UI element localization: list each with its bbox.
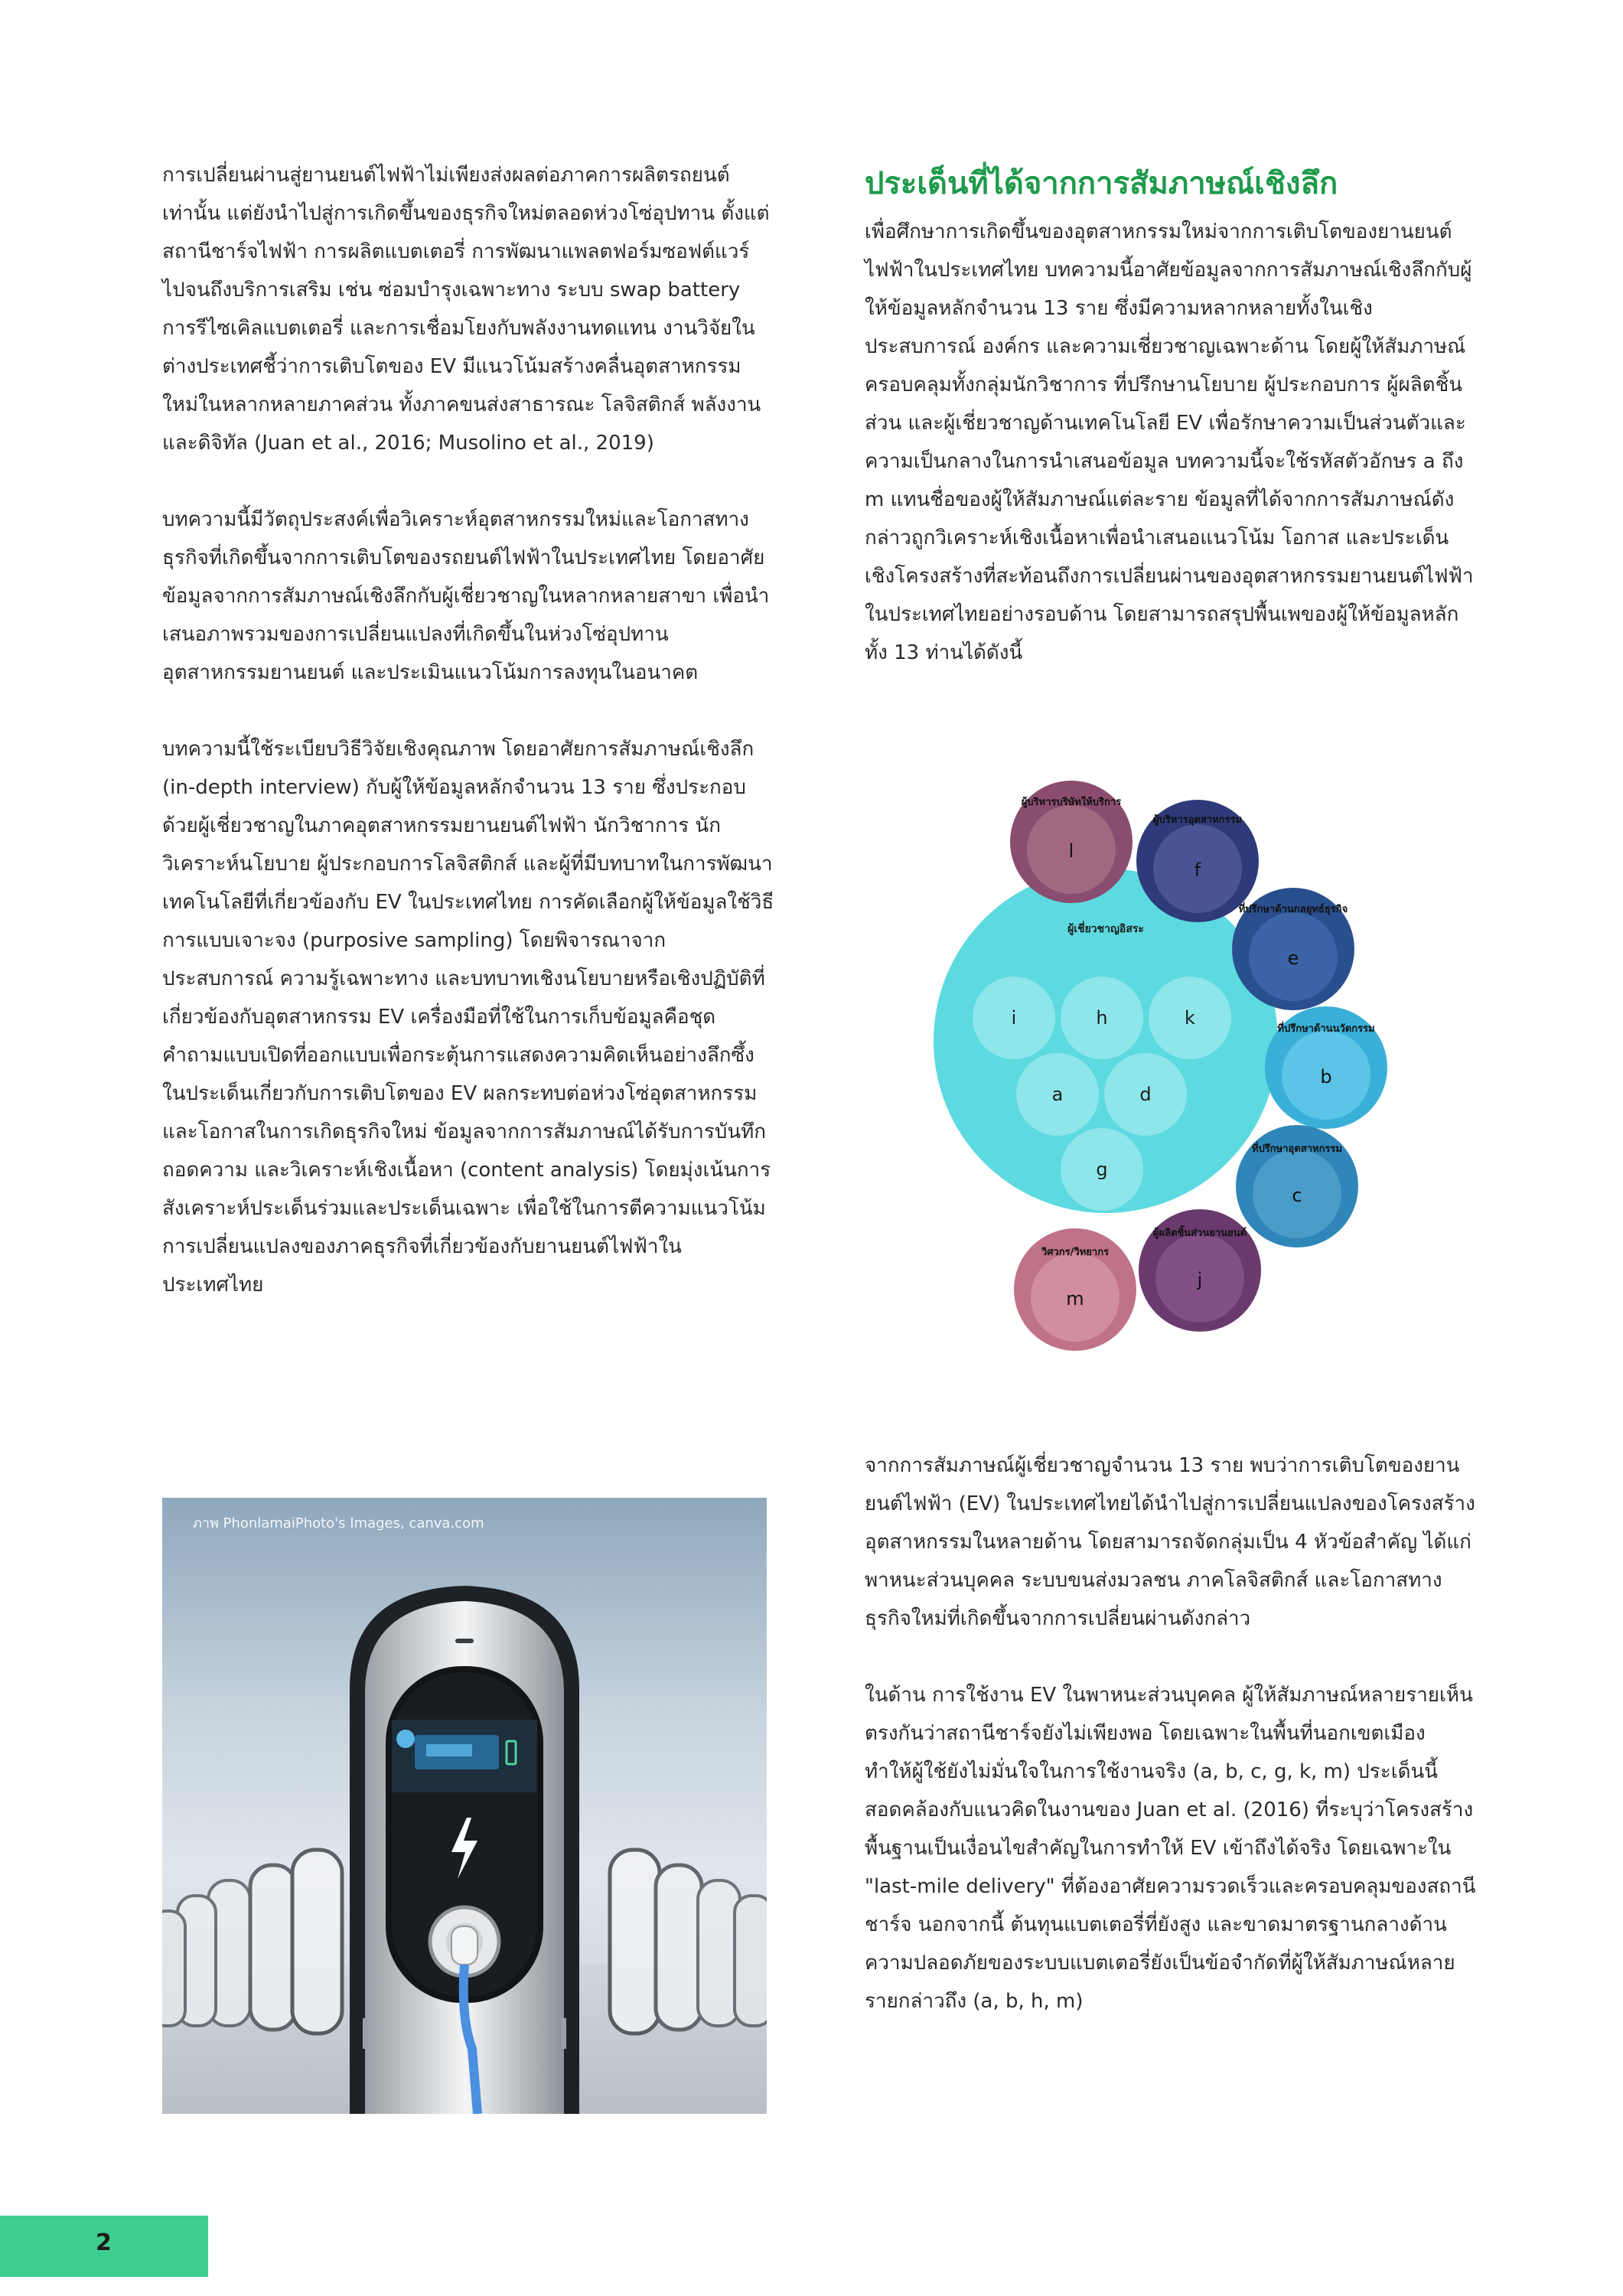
group-e: [1232, 888, 1354, 1010]
group-l-letter: l: [1068, 840, 1074, 862]
group-f-label: ผู้บริหารอุตสาหกรรม: [1152, 814, 1243, 826]
group-f-letter: f: [1194, 859, 1201, 881]
group-c: [1236, 1125, 1358, 1247]
group-j: [1139, 1209, 1261, 1332]
ev-charger-photo: [162, 1498, 767, 2114]
group-c-letter: c: [1292, 1185, 1302, 1206]
section-heading: ประเด็นที่ได้จากการสัมภาษณ์เชิงลึก: [865, 166, 1338, 201]
personal-vehicle-paragraph: ในด้าน การใช้งาน EV ในพาหนะส่วนบุคคล ผู้ให้สัมภาษณ์หลายรายเห็นตรงกันว่าสถานีชาร์จยังไม่เพียงพอ โดยเฉพาะในพื้นที่นอกเขตเมือง ทำให้ผู้ใช้ยังไม่มั่นใจในการใช้งานจริง (a, b, c, g, k, m) ประเด็นนี้สอดคล้องกับแนวคิดในงานของ Juan et al. (2016) ที่ระบุว่าโครงสร้างพื้นฐานเป็นเงื่อนไขสำคัญในการทำให้ EV เข้าถึงได้จริง โดยเฉพาะใน "last-mile delivery" ที่ต้องอาศัยความรวดเร็วและครอบคลุมของสถานีชาร์จ นอกจากนี้ ต้นทุนแบตเตอรี่ที่ยังสูง และขาดมาตรฐานกลางด้านความปลอดภัยของระบบแบตเตอรี่ยังเป็นข้อจำกัดที่ผู้ให้สัมภาษณ์หลายรายกล่าวถึง (a, b, h, m): [865, 1684, 1476, 2013]
inner-letter-d: d: [1139, 1084, 1152, 1105]
group-e-label: ที่ปรึกษาด้านกลยุทธ์ธุรกิจ: [1238, 904, 1348, 915]
inner-letter-g: g: [1096, 1159, 1108, 1180]
group-m-letter: m: [1066, 1288, 1084, 1309]
group-m: [1014, 1228, 1136, 1351]
background-chargers-left: [162, 1850, 342, 2033]
center-label: ผู้เชี่ยวชาญอิสระ: [1067, 923, 1144, 935]
left-column: [162, 156, 774, 1304]
page-number: 2: [96, 2229, 112, 2256]
group-l: [1010, 781, 1133, 903]
intro-paragraph: การเปลี่ยนผ่านสู่ยานยนต์ไฟฟ้าไม่เพียงส่งผลต่อภาคการผลิตรถยนต์เท่านั้น แต่ยังนำไปสู่การเกิดขึ้นของธุรกิจใหม่ตลอดห่วงโซ่อุปทาน ตั้งแต่สถานีชาร์จไฟฟ้า การผลิตแบตเตอรี่ การพัฒนาแพลตฟอร์มซอฟต์แวร์ ไปจนถึงบริการเสริม เช่น ซ่อมบำรุงเฉพาะทาง ระบบ swap battery การรีไซเคิลแบตเตอรี่ และการเชื่อมโยงกับพลังงานทดแทน งานวิจัยในต่างประเทศชี้ว่าการเติบโตของ EV มีแนวโน้มสร้างคลื่นอุตสาหกรรมใหม่ในหลากหลายภาคส่วน ทั้งภาคขนส่งสาธารณะ โลจิสติกส์ พลังงาน และดิจิทัล (Juan et al., 2016; Musolino et al., 2019): [162, 164, 770, 455]
interviewee-bubble-diagram: [934, 773, 1400, 1355]
group-m-label: วิศวกร/วิทยากร: [1041, 1247, 1110, 1258]
right-column-top: [865, 162, 1477, 672]
group-b: [1265, 1006, 1387, 1129]
inner-letter-k: k: [1185, 1007, 1195, 1029]
group-b-label: ที่ปรึกษาด้านนวัตกรรม: [1277, 1023, 1375, 1035]
inner-letter-a: a: [1051, 1084, 1064, 1105]
main-charger: [350, 1586, 579, 2114]
group-e-letter: e: [1287, 947, 1299, 969]
interview-intro-paragraph: เพื่อศึกษาการเกิดขึ้นของอุตสาหกรรมใหม่จากการเติบโตของยานยนต์ไฟฟ้าในประเทศไทย บทความนี้อาศัยข้อมูลจากการสัมภาษณ์เชิงลึกกับผู้ให้ข้อมูลหลักจำนวน 13 ราย ซึ่งมีความหลากหลายทั้งในเชิงประสบการณ์ องค์กร และความเชี่ยวชาญเฉพาะด้าน โดยผู้ให้สัมภาษณ์ครอบคลุมทั้งกลุ่มนักวิชาการ ที่ปรึกษานโยบาย ผู้ประกอบการ ผู้ผลิตชิ้นส่วน และผู้เชี่ยวชาญด้านเทคโนโลยี EV เพื่อรักษาความเป็นส่วนตัวและความเป็นกลางในการนำเสนอข้อมูล บทความนี้จะใช้รหัสตัวอักษร a ถึง m แทนชื่อของผู้ให้สัมภาษณ์แต่ละราย ข้อมูลที่ได้จากการสัมภาษณ์ดังกล่าวถูกวิเคราะห์เชิงเนื้อหาเพื่อนำเสนอแนวโน้ม โอกาส และประเด็นเชิงโครงสร้างที่สะท้อนถึงการเปลี่ยนผ่านของอุตสาหกรรมยานยนต์ไฟฟ้าในประเทศไทยอย่างรอบด้าน โดยสามารถสรุปพื้นเพของผู้ให้ข้อมูลหลักทั้ง 13 ท่านได้ดังนี้: [865, 220, 1474, 664]
inner-letter-h: h: [1096, 1007, 1108, 1029]
photo-credit: ภาพ PhonlamaiPhoto's Images, canva.com: [193, 1515, 484, 1531]
methodology-paragraph: บทความนี้ใช้ระเบียบวิธีวิจัยเชิงคุณภาพ โดยอาศัยการสัมภาษณ์เชิงลึก (in-depth interview) กับผู้ให้ข้อมูลหลักจำนวน 13 ราย ซึ่งประกอบด้วยผู้เชี่ยวชาญในภาคอุตสาหกรรมยานยนต์ไฟฟ้า นักวิชาการ นักวิเคราะห์นโยบาย ผู้ประกอบการโลจิสติกส์ และผู้ที่มีบทบาทในการพัฒนาเทคโนโลยีที่เกี่ยวข้องกับ EV ในประเทศไทย การคัดเลือกผู้ให้ข้อมูลใช้วิธีการแบบเจาะจง (purposive sampling) โดยพิจารณาจากประสบการณ์ ความรู้เฉพาะทาง และบทบาทเชิงนโยบายหรือเชิงปฏิบัติที่เกี่ยวข้องกับอุตสาหกรรม EV เครื่องมือที่ใช้ในการเก็บข้อมูลคือชุดคำถามแบบเปิดที่ออกแบบเพื่อกระตุ้นการแสดงความคิดเห็นอย่างลึกซึ้งในประเด็นเกี่ยวกับการเติบโตของ EV ผลกระทบต่อห่วงโซ่อุตสาหกรรม และโอกาสในการเกิดธุรกิจใหม่ ข้อมูลจากการสัมภาษณ์ได้รับการบันทึก ถอดความ และวิเคราะห์เชิงเนื้อหา (content analysis) โดยมุ่งเน้นการสังเคราะห์ประเด็นร่วมและประเด็นเฉพาะ เพื่อใช้ในการตีความแนวโน้มการเปลี่ยนแปลงของภาคธุรกิจที่เกี่ยวข้องกับยานยนต์ไฟฟ้าในประเทศไทย: [162, 738, 774, 1296]
right-column-bottom: [865, 1446, 1477, 2020]
background-chargers-right: [610, 1850, 767, 2033]
group-c-label: ที่ปรึกษาอุตสาหกรรม: [1251, 1143, 1343, 1155]
group-j-letter: j: [1197, 1269, 1203, 1290]
findings-summary-paragraph: จากการสัมภาษณ์ผู้เชี่ยวชาญจำนวน 13 ราย พบว่าการเติบโตของยานยนต์ไฟฟ้า (EV) ในประเทศไทยได้นำไปสู่การเปลี่ยนแปลงของโครงสร้างอุตสาหกรรมในหลายด้าน โดยสามารถจัดกลุ่มเป็น 4 หัวข้อสำคัญ ได้แก่ พาหนะส่วนบุคคล ระบบขนส่งมวลชน ภาคโลจิสติกส์ และโอกาสทางธุรกิจใหม่ที่เกิดขึ้นจากการเปลี่ยนผ่านดังกล่าว: [865, 1454, 1475, 1630]
group-l-label: ผู้บริหารบริษัทให้บริการ: [1021, 797, 1122, 808]
ev-charger-illustration: [162, 1498, 767, 2114]
inner-letter-i: i: [1011, 1007, 1017, 1029]
group-j-label: ผู้ผลิตชิ้นส่วนยานยนต์: [1152, 1228, 1247, 1239]
group-b-letter: b: [1320, 1066, 1332, 1088]
page-number-bar: [0, 2216, 208, 2277]
objective-paragraph: บทความนี้มีวัตถุประสงค์เพื่อวิเคราะห์อุตสาหกรรมใหม่และโอกาสทางธุรกิจที่เกิดขึ้นจากการเติบโตของรถยนต์ไฟฟ้าในประเทศไทย โดยอาศัยข้อมูลจากการสัมภาษณ์เชิงลึกกับผู้เชี่ยวชาญในหลากหลายสาขา เพื่อนำเสนอภาพรวมของการเปลี่ยนแปลงที่เกิดขึ้นในห่วงโซ่อุปทานอุตสาหกรรมยานยนต์ และประเมินแนวโน้มการลงทุนในอนาคต: [162, 508, 770, 684]
